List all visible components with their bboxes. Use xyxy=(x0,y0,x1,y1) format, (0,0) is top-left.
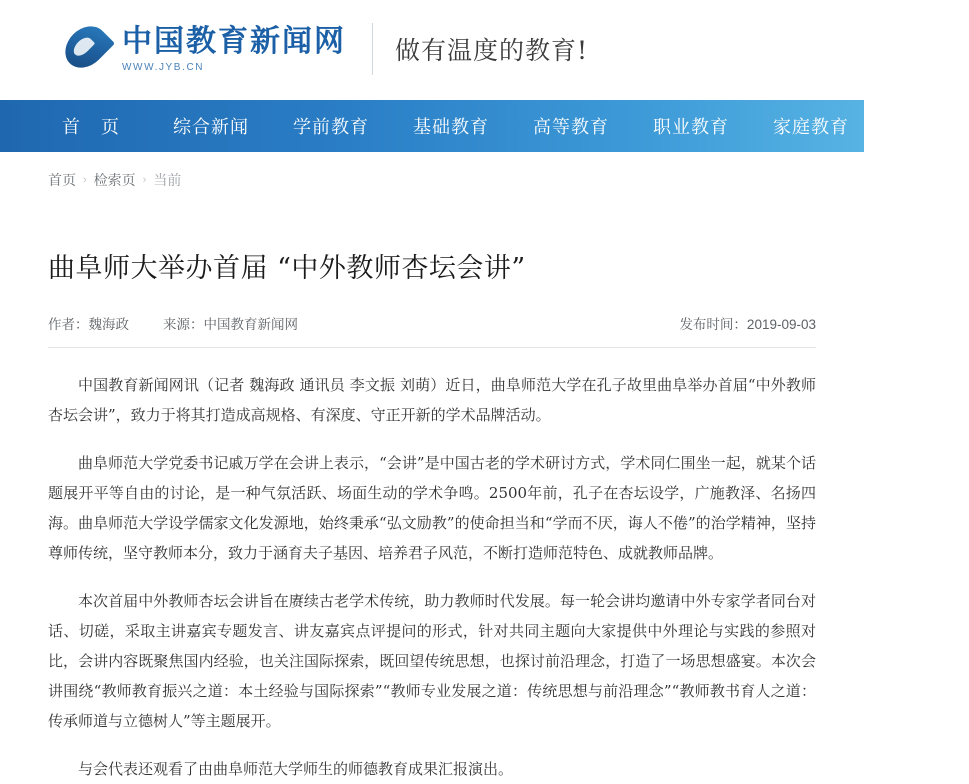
breadcrumb-separator-icon: › xyxy=(83,174,87,186)
site-slogan: 做有温度的教育! xyxy=(395,36,589,65)
nav-item-basic[interactable]: 基础教育 xyxy=(413,117,490,137)
nav-item-higher[interactable]: 高等教育 xyxy=(533,117,610,137)
article-publish-time: 发布时间：2019-09-03 xyxy=(679,317,816,332)
article-paragraph: 曲阜师范大学党委书记戚万学在会讲上表示，“会讲”是中国古老的学术研讨方式，学术同仁围坐一起，就某个话题展开平等自由的讨论，是一种气氛活跃、场面生动的学术争鸣。2500年前，孔子在杏坛设学，广施教泽、名扬四海。曲阜师范大学设学儒家文化发源地，始终秉承“弘文励教”的使命担当和“学而不厌，诲人不倦”的治学精神，坚持尊师传统，坚守教师本分，致力于涵育夫子基因、培养君子风范，不断打造师范特色、成就教师品牌。 xyxy=(48,454,816,562)
nav-item-home[interactable]: 首 页 xyxy=(62,117,128,137)
breadcrumb xyxy=(48,152,816,190)
nav-item-vocational[interactable]: 职业教育 xyxy=(653,117,730,137)
nav-item-family[interactable]: 家庭教育 xyxy=(773,117,850,137)
logo-divider xyxy=(372,23,373,75)
article-meta-left xyxy=(48,313,332,333)
water-drop-flame-logo-icon xyxy=(62,20,110,78)
logo-text-block xyxy=(122,25,346,73)
nav-item-general[interactable]: 综合新闻 xyxy=(173,117,250,137)
main-navigation[interactable] xyxy=(0,100,969,152)
nav-item-international[interactable]: 国际教育 xyxy=(893,117,969,137)
nav-item-preschool[interactable]: 学前教育 xyxy=(293,117,370,137)
article-paragraph: 本次首届中外教师杏坛会讲旨在赓续古老学术传统，助力教师时代发展。每一轮会讲均邀请中外专家学者同台对话、切磋，采取主讲嘉宾专题发言、讲友嘉宾点评提问的形式，针对共同主题向大家提供中外理论与实践的参照对比，会讲内容既聚焦国内经验，也关注国际探索，既回望传统思想，也探讨前沿理念，打造了一场思想盛宴。本次会讲围绕“教师教育振兴之道：本土经验与国际探索”“教师专业发展之道：传统思想与前沿理念”“教师教书育人之道：传承师道与立德树人”等主题展开。 xyxy=(48,592,816,730)
site-url: WWW.JYB.CN xyxy=(122,62,205,73)
article-paragraph: 中国教育新闻网讯（记者 魏海政 通讯员 李文振 刘萌）近日，曲阜师范大学在孔子故里曲阜举办首届“中外教师杏坛会讲”，致力于将其打造成高规格、有深度、守正开新的学术品牌活动。 xyxy=(48,376,816,424)
site-logo[interactable] xyxy=(62,20,588,78)
breadcrumb-item-current: 当前 xyxy=(153,172,182,188)
article-page xyxy=(0,152,864,784)
article-body xyxy=(48,370,816,784)
article-author: 作者：魏海政 xyxy=(48,317,129,332)
article-meta xyxy=(48,313,816,348)
site-title: 中国教育新闻网 xyxy=(122,24,346,59)
page-title: 曲阜师大举办首届 “中外教师杏坛会讲” xyxy=(48,253,526,284)
article-paragraph: 与会代表还观看了由曲阜师范大学师生的师德教育成果汇报演出。 xyxy=(78,760,514,778)
breadcrumb-separator-icon: › xyxy=(142,174,147,186)
article-source: 来源：中国教育新闻网 xyxy=(163,317,298,332)
breadcrumb-item-home[interactable]: 首页 xyxy=(48,172,76,188)
breadcrumb-item-search[interactable]: 检索页 xyxy=(93,172,136,188)
site-header xyxy=(0,0,864,100)
